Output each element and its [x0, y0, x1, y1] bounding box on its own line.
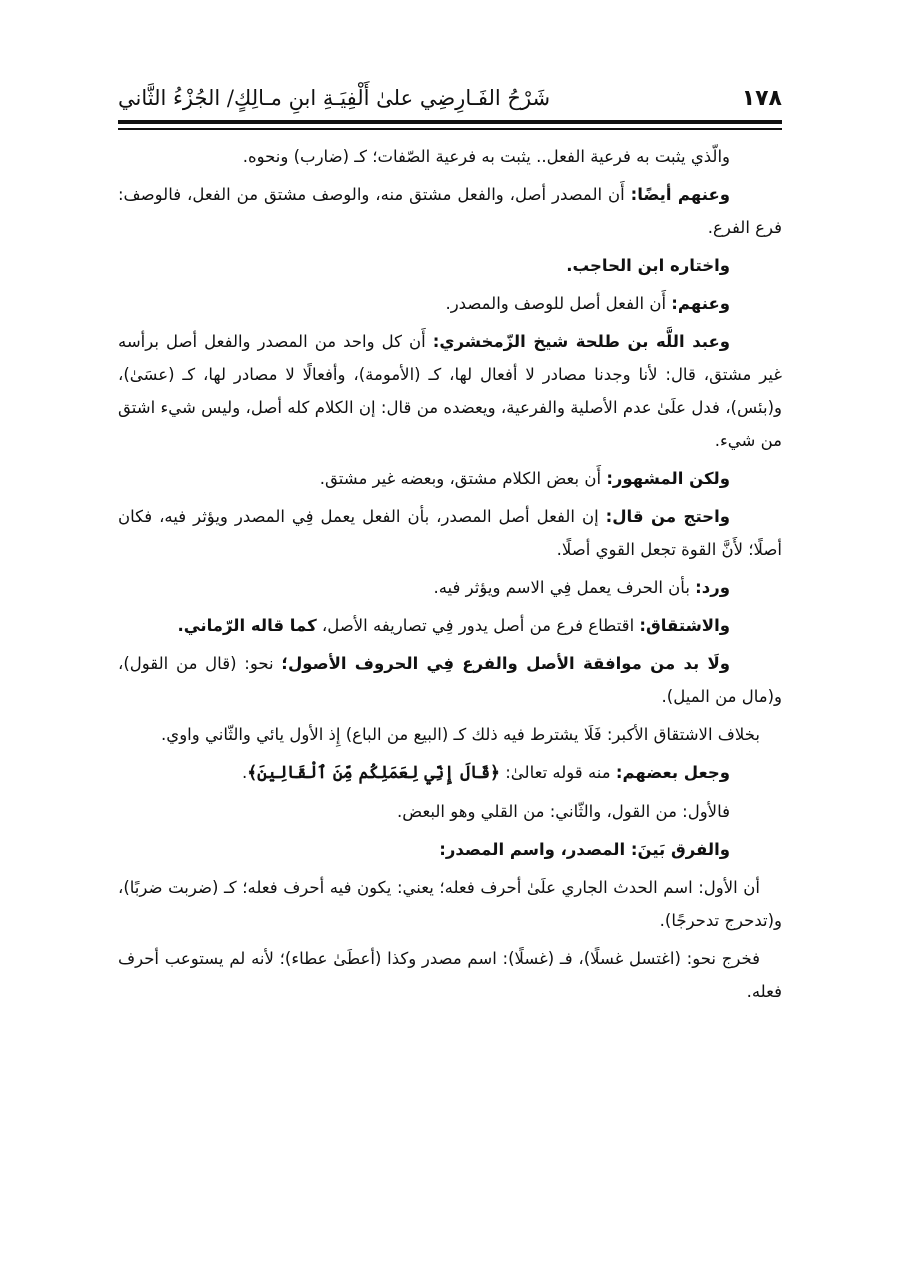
- paragraph: بخلاف الاشتقاق الأكبر: فَلَا يشترط فيه ذلك كـ (البيع من الباع) إِذ الأول يائي والثّاني واوي.: [161, 725, 760, 744]
- running-title: شَرْحُ الفَـارِضِي علىٰ أَلْفِيَـةِ ابنِ مـالِكٍ/ الجُزْءُ الثَّاني: [118, 86, 551, 110]
- paragraph: واختاره ابن الحاجب.: [566, 256, 730, 275]
- paragraph: واحتج من قال: إن الفعل أصل المصدر، بأن الفعل يعمل فِي المصدر ويؤثر فيه، فكان أصلًا؛ لأَنَّ القوة تجعل القوي أصلًا.: [118, 507, 782, 559]
- paragraph: أن الأول: اسم الحدث الجاري علَىٰ أحرف فعله؛ يعني: يكون فيه أحرف فعله؛ كـ (ضربت ضربًا)، و(تدحرج تدحرجًا).: [118, 878, 782, 930]
- paragraph: والّذي يثبت به فرعية الفعل.. يثبت به فرعية الصّفات؛ كـ (ضارب) ونحوه.: [242, 147, 730, 166]
- page-header: [118, 78, 782, 118]
- paragraph: وجعل بعضهم: منه قوله تعالىٰ: ﴿قَالَ إِنِّي لِعَمَلِكُم مِّنَ ٱلْقَالِينَ﴾.: [241, 763, 730, 783]
- paragraph: وعنهم: أَن الفعل أصل للوصف والمصدر.: [445, 294, 730, 313]
- paragraph: ولكن المشهور: أَن بعض الكلام مشتق، وبعضه غير مشتق.: [319, 469, 730, 488]
- paragraph: وعبد اللَّه بن طلحة شيخ الزّمخشري: أَن كل واحد من المصدر والفعل أصل برأسه غير مشتق، قال: لأنا وجدنا مصادر لا أفعال لها، كـ (الأمومة)، وأفعالًا لا مصادر لها، كـ (عسَىٰ)، و(بئس)، فدل علَىٰ عدم الأصلية والفرعية، ويعضده من قال: إن الكلام كله أصل، وليس شيء اشتق من شيء.: [118, 332, 782, 450]
- paragraph: والاشتقاق: اقتطاع فرع من أصل يدور فِي تصاريفه الأصل، كما قاله الرّماني.: [177, 616, 730, 635]
- paragraph: ولَا بد من موافقة الأصل والفرع فِي الحروف الأصول؛ نحو: (قال من القول)، و(مال من الميل).: [118, 654, 782, 706]
- quran-verse: ﴿قَالَ إِنِّي لِعَمَلِكُم مِّنَ ٱلْقَالِينَ﴾: [247, 763, 500, 783]
- paragraph: فالأول: من القول، والثّاني: من القلي وهو البعض.: [396, 802, 730, 821]
- page-number: ١٧٨: [741, 85, 782, 111]
- paragraph: والفرق بَينَ: المصدر، واسم المصدر:: [439, 840, 730, 859]
- header-rule-thick: [118, 120, 782, 124]
- paragraph: فخرج نحو: (اغتسل غسلًا)، فـ (غسلًا): اسم مصدر وكذا (أعطَىٰ عطاء)؛ لأنه لم يستوعب أحرف فعله.: [118, 949, 782, 1001]
- paragraph: ورد: بأن الحرف يعمل فِي الاسم ويؤثر فيه.: [433, 578, 730, 597]
- body-text: [118, 140, 782, 1013]
- header-rule-thin: [118, 128, 782, 130]
- paragraph: وعنهم أيضًا: أَن المصدر أصل، والفعل مشتق منه، والوصف مشتق من الفعل، فالوصف: فرع الفرع.: [118, 185, 782, 237]
